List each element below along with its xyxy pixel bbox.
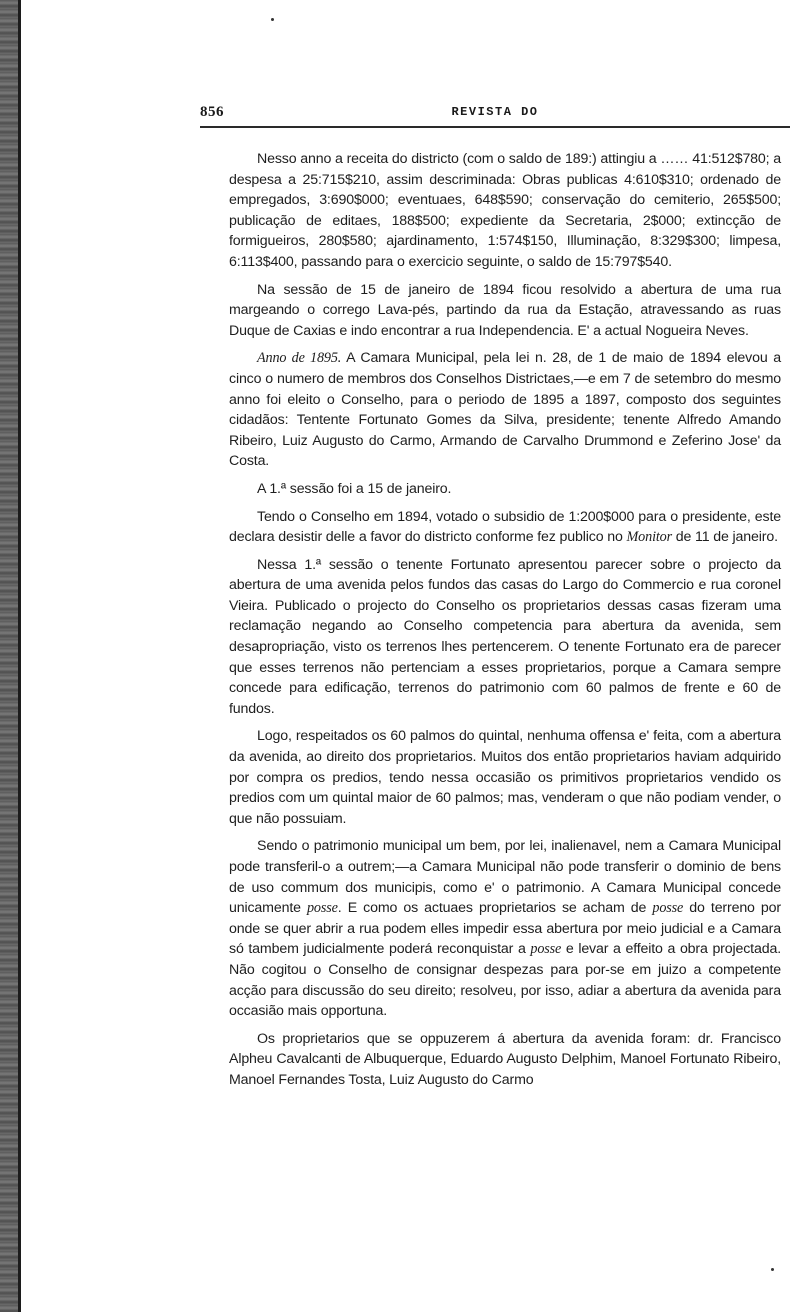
newspaper-name: Monitor	[626, 529, 672, 546]
section-lead: Anno de 1895.	[257, 350, 342, 367]
italic-term: posse	[652, 900, 684, 917]
paragraph-first-session: A 1.ª sessão foi a 15 de janeiro.	[257, 480, 452, 497]
paragraph-text: e levar a effeito a obra projectada. Não cogitou o Conselho de consignar despezas para por-se em juizo a competente acção para discussão do seu direito; resolveu, por isso, adiar a abertura da avenida para occasião mais opportuna.	[229, 941, 781, 1020]
paragraph-text: Sendo o patrimonio municipal um bem, por lei, inalienavel, nem a Camara Municipal pode transferil-o a outrem;—a Camara Municipal não pode transferir o dominio de bens de uso commum dos municipis, como e' o patrimonio. A Camara Municipal concede unicamente	[229, 838, 781, 917]
italic-term: posse	[530, 941, 562, 958]
paragraph-anno-1895	[229, 348, 781, 472]
paragraph-subsidio	[229, 507, 781, 548]
running-title: REVISTA DO	[451, 105, 539, 119]
paragraph-text: . E como os actuaes proprietarios se acham de	[337, 900, 653, 917]
paragraph-patrimonio	[229, 836, 781, 1021]
page-number: 856	[200, 104, 224, 120]
page-header	[200, 104, 790, 126]
paragraph-rua-lava-pes: Na sessão de 15 de janeiro de 1894 ficou resolvido a abertura de uma rua margeando o corrego Lava-pés, partindo da rua da Estação, atravessando as ruas Duque de Caxias e indo encontrar a rua Independencia. E' a actual Nogueira Neves.	[229, 281, 781, 339]
paragraph-text: do terreno por onde se quer abrir a rua podem elles impedir essa abertura por meio judicial e a Camara só tambem judicialmente poderá reconquistar a	[229, 900, 781, 958]
italic-term: posse	[306, 900, 338, 917]
header-rule	[200, 126, 790, 128]
paragraph-text-end: de 11 de janeiro.	[671, 529, 778, 546]
binding-shadow-line	[18, 0, 21, 1312]
paragraph-text: Tendo o Conselho em 1894, votado o subsidio de 1:200$000 para o presidente, este declara desistir delle a favor do districto conforme fez publico no	[229, 508, 781, 546]
paragraph-text: A Camara Municipal, pela lei n. 28, de 1 de maio de 1894 elevou a cinco o numero de membros dos Conselhos Districtaes,—e em 7 de setembro do mesmo anno foi eleito o Conselho, para o periodo de 1895 a 1897, composto dos seguintes cidadãos: Tentente Fortunato Gomes da Silva, presidente; tenente Alfredo Amando Ribeiro, Luiz Augusto do Carmo, Armando de Carvalho Drummond e Zeferino Jose' da Costa.	[229, 350, 781, 470]
paragraph-proprietarios: Os proprietarios que se oppuzerem á abertura da avenida foram: dr. Francisco Alpheu Cavalcanti de Albuquerque, Eduardo Augusto Delphim, Manoel Fortunato Ribeiro, Manoel Fernandes Tosta, Luiz Augusto do Carmo	[229, 1030, 781, 1088]
scan-speck	[271, 18, 274, 21]
scan-speck	[771, 1268, 774, 1271]
page-body	[229, 149, 781, 1098]
paragraph-quintal: Logo, respeitados os 60 palmos do quintal, nenhuma offensa e' feita, com a abertura da avenida, ao direito dos proprietarios. Muitos dos então proprietarios haviam adquirido por compra os predios, tendo nessa occasião os primitivos proprietarios vendido os predios com um quintal maior de 60 palmos; mas, venderam o que não podiam vender, o que não possuiam.	[229, 728, 781, 827]
paragraph-budget: Nesso anno a receita do districto (com o saldo de 189:) attingiu a …… 41:512$780; a despesa a 25:715$210, assim descriminada: Obras publicas 4:610$310; ordenado de empregados, 3:690$000; eventuaes, 648$590; conservação do cemiterio, 265$500; publicação de editaes, 188$500; expediente da Secretaria, 2$000; extincção de formigueiros, 280$580; ajardinamento, 1:574$150, Illuminação, 8:329$300; limpesa, 6:113$400, passando para o exercicio seguinte, o saldo de 15:797$540.	[229, 151, 781, 270]
paragraph-avenida-project: Nessa 1.ª sessão o tenente Fortunato apresentou parecer sobre o projecto da abertura de uma avenida pelos fundos das casas do Largo do Commercio e rua coronel Vieira. Publicado o projecto do Conselho os proprietarios dessas casas fizeram uma reclamação negando ao Conselho competencia para abertura da avenida, sem desapropriação, visto os terrenos lhes pertencerem. O tenente Fortunato era de parecer que esses terrenos não pertenciam a esses proprietarios, porque a Camara sempre concede para edificação, terrenos do patrimonio com 60 palmos de frente e 60 de fundos.	[229, 556, 781, 717]
book-binding-edge	[0, 0, 19, 1312]
